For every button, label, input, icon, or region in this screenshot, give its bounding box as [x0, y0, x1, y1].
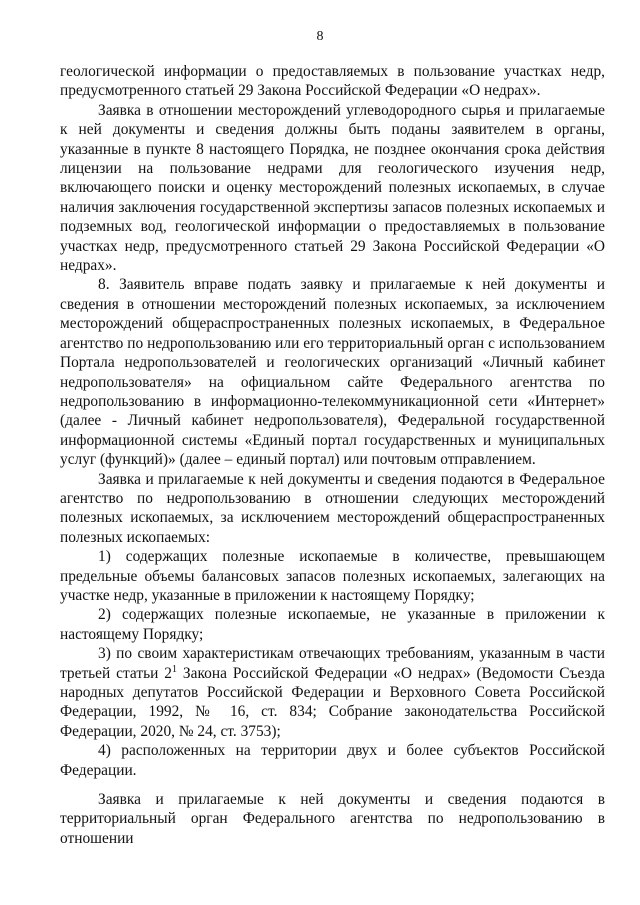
- list-item-2: 2) содержащих полезные ископаемые, не указанные в приложении к настоящему Порядку;: [60, 606, 605, 643]
- list-item-1: 1) содержащих полезные ископаемые в количестве, превышающем предельные объемы балансовых запасов полезных ископаемых, залегающих на участке недр, указанные в приложении к настоящему Порядку;: [60, 548, 605, 604]
- list-item-4: 4) расположенных на территории двух и более субъектов Российской Федерации.: [60, 742, 605, 779]
- list-item-3-text-start: 3) по своим характеристикам отвечающих требованиям, указанным в части третьей статьи 2: [60, 645, 605, 682]
- paragraph-hydrocarbon-application: Заявка в отношении месторождений углеводородного сырья и прилагаемые к ней документы и сведения должны быть поданы заявителем в органы, указанные в пункте 8 настоящего Порядка, не позднее окончания срока действия лицензии на пользование недрами для геологического изучения недр, включающего поиски и оценку месторождений полезных ископаемых, в случае наличия заключения государственной экспертизы запасов полезных ископаемых и подземных вод, геологической информации о предоставляемых в пользование участках недр, предусмотренного статьей 29 Закона Российской Федерации «О недрах».: [60, 101, 605, 275]
- paragraph-continuation: геологической информации о предоставляемых в пользование участках недр, предусмотренного статьей 29 Закона Российской Федерации «О недрах».: [60, 63, 605, 100]
- list-item-3-text-end: Закона Российской Федерации «О недрах» (Ведомости Съезда народных депутатов Российской Федерации и Верховного Совета Российской Федерации, 1992, № 16, ст. 834; Собрание законодательства Российской Федерации, 2020, № 24, ст. 3753);: [60, 664, 605, 740]
- list-item-3: [60, 644, 605, 741]
- superscript-article-mark: 1: [171, 663, 177, 675]
- paragraph-federal-agency-deposits: Заявка и прилагаемые к ней документы и сведения подаются в Федеральное агентство по недропользованию в отношении следующих месторождений полезных ископаемых, за исключением месторождений общераспространенных полезных ископаемых:: [60, 470, 605, 546]
- document-body: [60, 62, 605, 848]
- paragraph-territorial-body: Заявка и прилагаемые к ней документы и сведения подаются в территориальный орган Федерального агентства по недропользованию в отношении: [60, 791, 605, 847]
- page-number: 8: [316, 29, 324, 44]
- paragraph-clause-8: 8. Заявитель вправе подать заявку и прилагаемые к ней документы и сведения в отношении месторождений полезных ископаемых, за исключением месторождений общераспространенных полезных ископаемых, в Федеральное агентство по недропользованию или его территориальный орган с использованием Портала недропользователей и геологических организаций «Личный кабинет недропользователя» на официальном сайте Федерального агентства по недропользованию в информационно-телекоммуникационной сети «Интернет» (далее - Личный кабинет недропользователя), Федеральной государственной информационной системы «Единый портал государственных и муниципальных услуг (функций)» (далее – единый портал) или почтовым отправлением.: [60, 276, 605, 469]
